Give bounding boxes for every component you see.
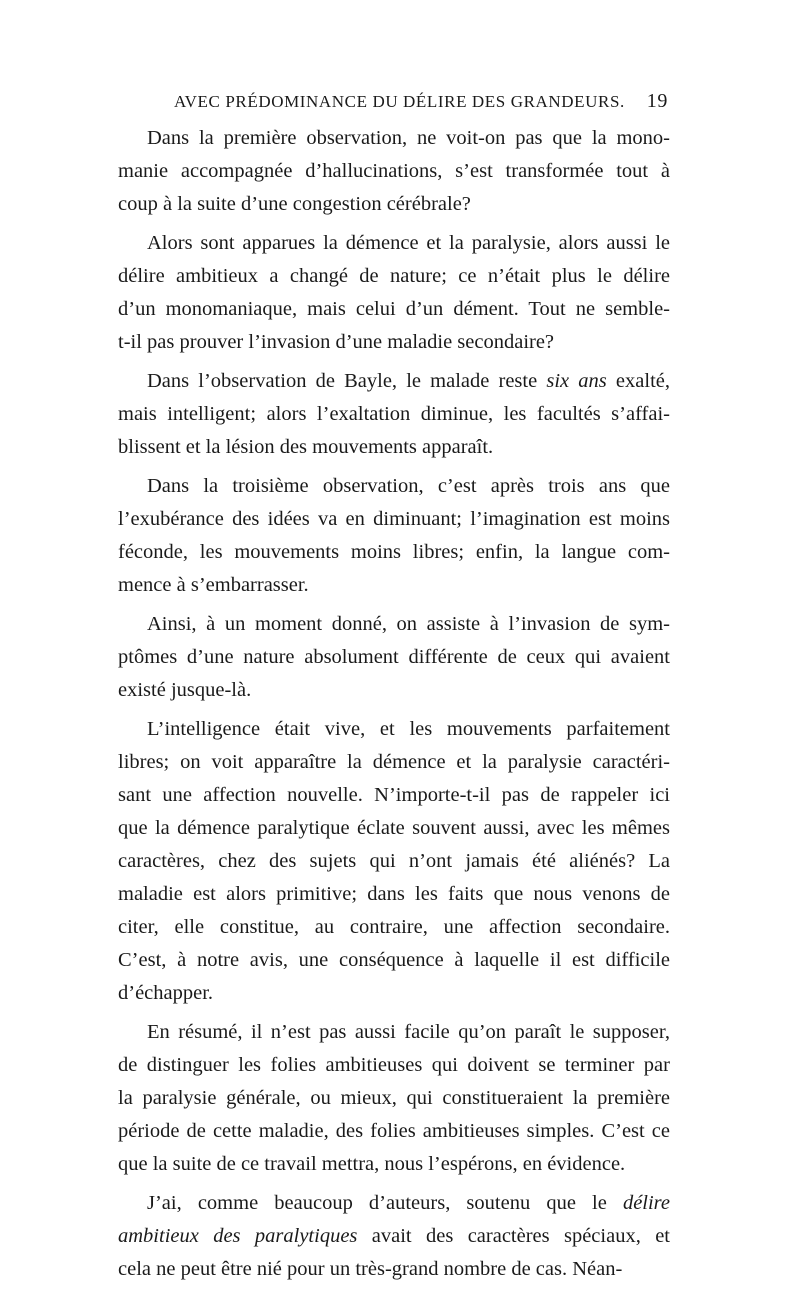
text-line: maladie est alors primitive; dans les faits que nous venons de xyxy=(118,883,670,905)
text-line: En résumé, il n’est pas aussi facile qu’on paraît le supposer, xyxy=(147,1021,670,1043)
text-line: sant une affection nouvelle. N’importe-t-il pas de rappeler ici xyxy=(118,784,670,806)
text-line: Ainsi, à un moment donné, on assiste à l’invasion de sym- xyxy=(147,613,670,635)
paragraph xyxy=(118,227,670,359)
text-line: l’exubérance des idées va en diminuant; l’imagination est moins xyxy=(118,508,670,530)
text-line: existé jusque-là. xyxy=(118,679,252,701)
text-line: citer, elle constitue, au contraire, une affection secondaire. xyxy=(118,916,670,938)
text-line: d’échapper. xyxy=(118,982,214,1004)
text-line: J’ai, comme beaucoup d’auteurs, soutenu que le délire xyxy=(147,1192,670,1214)
running-head-title: AVEC PRÉDOMINANCE DU DÉLIRE DES GRANDEURS. xyxy=(174,92,625,111)
paragraph xyxy=(118,608,670,707)
paragraph xyxy=(118,1187,670,1286)
text-line: ambitieux des paralytiques avait des caractères spéciaux, et xyxy=(118,1225,670,1247)
text-line: libres; on voit apparaître la démence et la paralysie caractéri- xyxy=(118,751,670,773)
paragraph xyxy=(118,713,670,1010)
text-line: période de cette maladie, des folies ambitieuses simples. C’est ce xyxy=(118,1120,670,1142)
paragraph xyxy=(118,122,670,221)
page-number: 19 xyxy=(646,90,668,112)
text-line: coup à la suite d’une congestion cérébrale? xyxy=(118,193,471,215)
text-line: mence à s’embarrasser. xyxy=(118,574,309,596)
paragraph xyxy=(118,365,670,464)
text-line: caractères, chez des sujets qui n’ont jamais été aliénés? La xyxy=(118,850,670,872)
text-line: délire ambitieux a changé de nature; ce n’était plus le délire xyxy=(118,265,670,287)
text-line: que la démence paralytique éclate souvent aussi, avec les mêmes xyxy=(118,817,670,839)
text-line: t-il pas prouver l’invasion d’une maladie secondaire? xyxy=(118,331,555,353)
text-line: cela ne peut être nié pour un très-grand nombre de cas. Néan- xyxy=(118,1258,623,1280)
paragraph xyxy=(118,470,670,602)
text-line: de distinguer les folies ambitieuses qui doivent se terminer par xyxy=(118,1054,670,1076)
text-line: que la suite de ce travail mettra, nous l’espérons, en évidence. xyxy=(118,1153,626,1175)
text-line: la paralysie générale, ou mieux, qui constitueraient la première xyxy=(118,1087,670,1109)
text-line: Dans la première observation, ne voit-on pas que la mono- xyxy=(147,127,670,149)
paragraph xyxy=(118,1016,670,1181)
body-text xyxy=(118,122,670,1292)
text-line: C’est, à notre avis, une conséquence à laquelle il est difficile xyxy=(118,949,670,971)
text-line: Dans la troisième observation, c’est après trois ans que xyxy=(147,475,670,497)
text-line: blissent et la lésion des mouvements apparaît. xyxy=(118,436,494,458)
text-line: ptômes d’une nature absolument différente de ceux qui avaient xyxy=(118,646,670,668)
text-line: Alors sont apparues la démence et la paralysie, alors aussi le xyxy=(147,232,670,254)
text-line: mais intelligent; alors l’exaltation diminue, les facultés s’affai- xyxy=(118,403,670,425)
text-line: Dans l’observation de Bayle, le malade reste six ans exalté, xyxy=(147,370,670,392)
text-line: L’intelligence était vive, et les mouvements parfaitement xyxy=(147,718,670,740)
text-line: féconde, les mouvements moins libres; enfin, la langue com- xyxy=(118,541,670,563)
text-line: d’un monomaniaque, mais celui d’un dément. Tout ne semble- xyxy=(118,298,670,320)
text-line: manie accompagnée d’hallucinations, s’est transformée tout à xyxy=(118,160,670,182)
